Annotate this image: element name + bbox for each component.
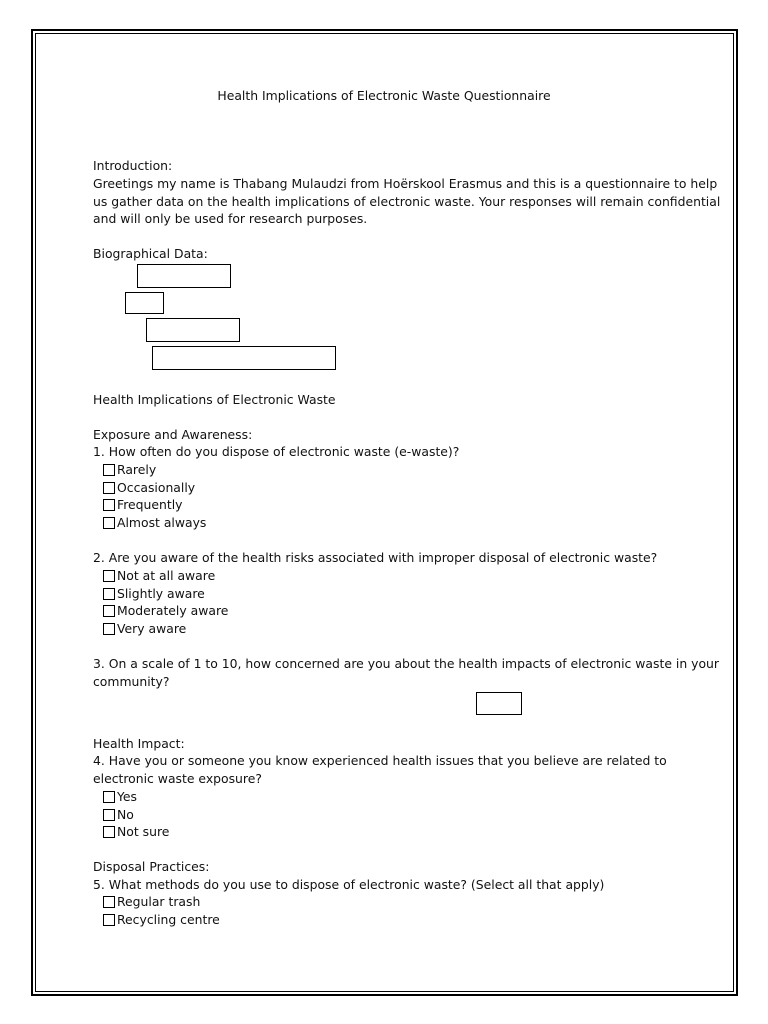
checkbox-icon[interactable] bbox=[103, 896, 115, 908]
q5-text: 5. What methods do you use to dispose of electronic waste? (Select all that apply) bbox=[93, 877, 605, 892]
checkbox-icon[interactable] bbox=[103, 623, 115, 635]
q4-option-not-sure[interactable] bbox=[103, 823, 169, 841]
intro-line-2: us gather data on the health implications of electronic waste. Your responses will remain confidential bbox=[93, 194, 721, 209]
q4-line-2: electronic waste exposure? bbox=[93, 771, 262, 786]
checkbox-icon[interactable] bbox=[103, 809, 115, 821]
q1-option-occasionally[interactable] bbox=[103, 479, 195, 497]
option-label: No bbox=[117, 807, 134, 823]
checkbox-icon[interactable] bbox=[103, 826, 115, 838]
checkbox-icon[interactable] bbox=[103, 482, 115, 494]
option-label: Yes bbox=[117, 789, 138, 805]
bio-heading: Biographical Data: bbox=[93, 246, 208, 261]
exposure-heading: Exposure and Awareness: bbox=[93, 427, 253, 442]
intro-line-1: Greetings my name is Thabang Mulaudzi from Hoërskool Erasmus and this is a questionnaire to help bbox=[93, 176, 718, 191]
bio-field-4[interactable] bbox=[152, 346, 336, 370]
disposal-heading: Disposal Practices: bbox=[93, 859, 210, 874]
q3-answer-field[interactable] bbox=[476, 692, 522, 715]
intro-heading: Introduction: bbox=[93, 158, 173, 173]
checkbox-icon[interactable] bbox=[103, 517, 115, 529]
option-label: Frequently bbox=[117, 497, 183, 513]
q1-text: 1. How often do you dispose of electronic waste (e-waste)? bbox=[93, 444, 460, 459]
option-label: Rarely bbox=[117, 462, 157, 478]
bio-field-3[interactable] bbox=[146, 318, 240, 342]
q1-option-almost-always[interactable] bbox=[103, 514, 206, 532]
section-heading: Health Implications of Electronic Waste bbox=[93, 392, 336, 407]
checkbox-icon[interactable] bbox=[103, 605, 115, 617]
q3-line-1: 3. On a scale of 1 to 10, how concerned are you about the health impacts of electronic waste in your bbox=[93, 656, 719, 671]
q5-option-recycling-centre[interactable] bbox=[103, 911, 220, 929]
option-label: Moderately aware bbox=[117, 603, 229, 619]
health-heading: Health Impact: bbox=[93, 736, 185, 751]
q1-option-rarely[interactable] bbox=[103, 461, 156, 479]
checkbox-icon[interactable] bbox=[103, 914, 115, 926]
bio-field-2[interactable] bbox=[125, 292, 164, 314]
checkbox-icon[interactable] bbox=[103, 570, 115, 582]
option-label: Occasionally bbox=[117, 480, 196, 496]
q5-option-regular-trash[interactable] bbox=[103, 893, 200, 911]
intro-line-3: and will only be used for research purposes. bbox=[93, 211, 368, 226]
checkbox-icon[interactable] bbox=[103, 791, 115, 803]
option-label: Very aware bbox=[117, 621, 187, 637]
q1-option-frequently[interactable] bbox=[103, 496, 183, 514]
q2-option-moderately-aware[interactable] bbox=[103, 602, 228, 620]
option-label: Recycling centre bbox=[117, 912, 220, 928]
q3-line-2: community? bbox=[93, 674, 170, 689]
q2-text: 2. Are you aware of the health risks associated with improper disposal of electronic waste? bbox=[93, 550, 658, 565]
option-label: Not sure bbox=[117, 824, 170, 840]
option-label: Almost always bbox=[117, 515, 207, 531]
option-label: Regular trash bbox=[117, 894, 201, 910]
q4-option-yes[interactable] bbox=[103, 788, 137, 806]
checkbox-icon[interactable] bbox=[103, 464, 115, 476]
q2-option-slightly-aware[interactable] bbox=[103, 585, 205, 603]
q2-option-not-at-all-aware[interactable] bbox=[103, 567, 215, 585]
bio-field-1[interactable] bbox=[137, 264, 231, 288]
option-label: Not at all aware bbox=[117, 568, 216, 584]
q2-option-very-aware[interactable] bbox=[103, 620, 186, 638]
q4-line-1: 4. Have you or someone you know experienced health issues that you believe are related to bbox=[93, 753, 667, 768]
document-title: Health Implications of Electronic Waste Questionnaire bbox=[217, 88, 551, 103]
q4-option-no[interactable] bbox=[103, 806, 134, 824]
checkbox-icon[interactable] bbox=[103, 499, 115, 511]
checkbox-icon[interactable] bbox=[103, 588, 115, 600]
option-label: Slightly aware bbox=[117, 586, 205, 602]
